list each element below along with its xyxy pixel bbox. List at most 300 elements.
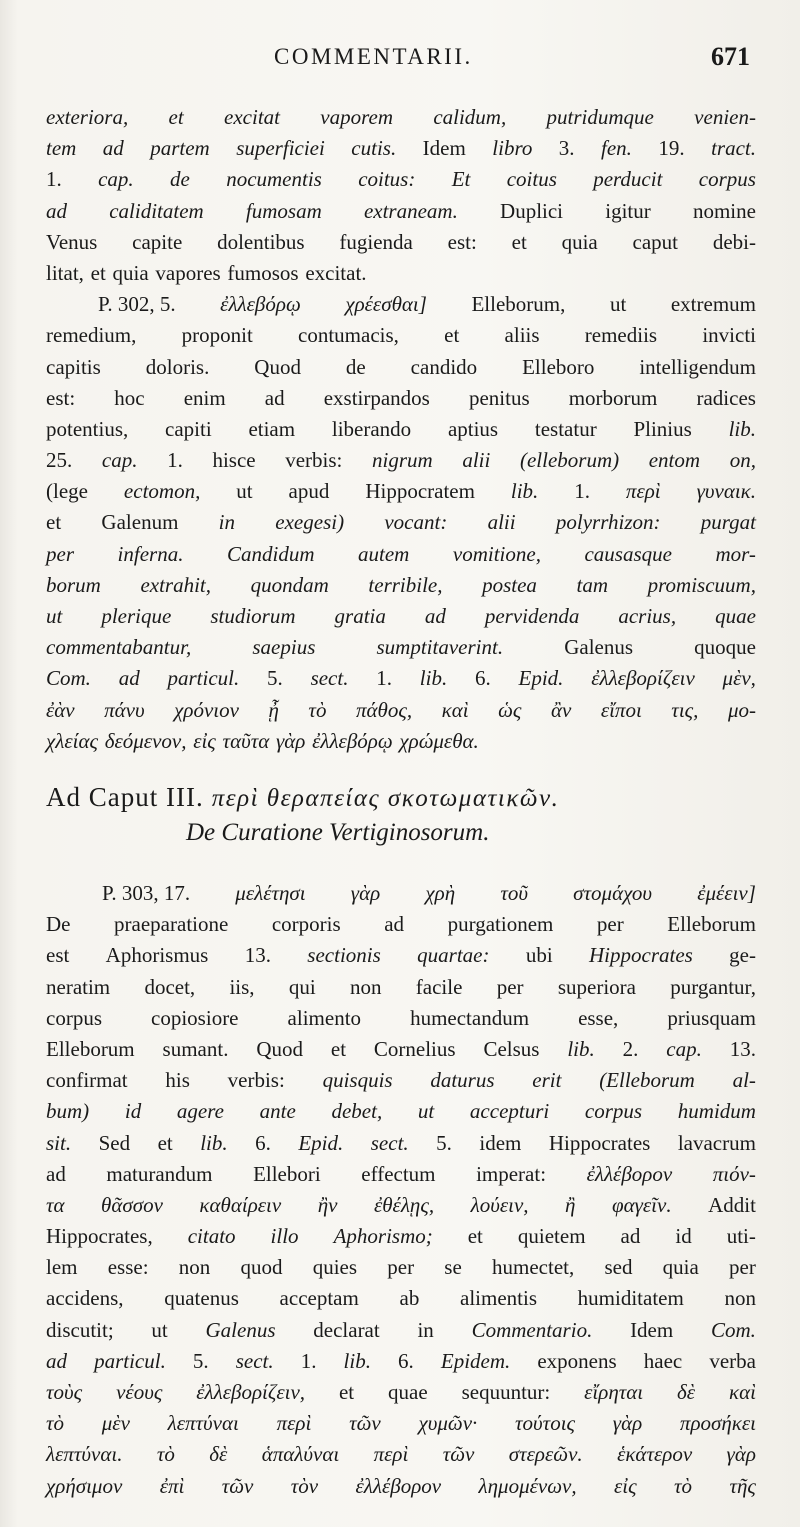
word: declarat: [313, 1317, 380, 1342]
word: sect.: [235, 1348, 274, 1373]
word: λημομένων,: [478, 1473, 577, 1498]
word: imperat:: [476, 1161, 547, 1186]
word: acceptam: [279, 1286, 359, 1311]
word: Hippocrates: [548, 1130, 651, 1155]
word: verbis:: [285, 448, 343, 473]
word: postea: [482, 572, 537, 597]
word: superiora: [557, 974, 636, 999]
word: καὶ: [441, 697, 469, 722]
word: Epidem.: [440, 1348, 511, 1373]
running-title: COMMENTARII.: [274, 44, 473, 69]
word: vapores: [155, 260, 221, 285]
word: ἂν: [550, 697, 572, 722]
word: non: [350, 974, 382, 999]
text-line: [46, 570, 756, 601]
word: praeparatione: [114, 912, 229, 937]
word: libro: [492, 136, 533, 161]
word: ut: [46, 604, 63, 628]
word: quia: [662, 1255, 699, 1280]
word: caput: [632, 229, 679, 254]
word: exteriora,: [46, 105, 129, 129]
word: quies: [312, 1255, 358, 1280]
word: ἁπαλύναι: [261, 1442, 340, 1467]
word: ἐλλεβορίζειν,: [196, 1380, 306, 1404]
word: quia: [561, 229, 598, 254]
word: καθαίρειν: [199, 1192, 282, 1217]
word: τῶν: [349, 1411, 381, 1436]
word: εἴποι: [600, 697, 642, 722]
text-line: [46, 1034, 756, 1065]
heading-line: [46, 780, 756, 814]
word: exponens: [537, 1348, 617, 1373]
word: ab: [399, 1286, 420, 1311]
word: fumosam: [245, 198, 322, 223]
text-line: [46, 1346, 756, 1377]
word: vaporem: [320, 105, 393, 129]
word: 1.: [300, 1348, 317, 1373]
word: borum: [46, 572, 101, 597]
word: εἴρηται: [584, 1380, 644, 1404]
word: et: [467, 1224, 483, 1249]
word: his: [165, 1068, 190, 1093]
word: ἐλλέβορον: [586, 1161, 673, 1186]
heading-subtitle: De Curatione Vertiginosorum.: [186, 819, 490, 846]
text-line: [46, 196, 756, 227]
word: qui: [288, 974, 316, 999]
word: vocant:: [384, 510, 448, 535]
word: al-: [732, 1068, 756, 1093]
word: 6.: [474, 666, 491, 691]
word: ἐμέειν]: [697, 881, 756, 905]
word: Candidum: [226, 541, 315, 566]
word: ἐλλεβορίζειν: [591, 666, 695, 691]
word: μελέτησι: [235, 881, 306, 905]
word: fugienda: [339, 229, 413, 254]
word: de: [345, 354, 366, 379]
text-section-b: [46, 878, 756, 1502]
word: maturandum: [106, 1161, 213, 1186]
word: id: [124, 1099, 142, 1124]
word: remedium,: [46, 323, 137, 348]
word: hoc: [114, 385, 145, 410]
word: sit.: [46, 1130, 72, 1155]
text-line: [46, 1471, 756, 1502]
word: coitus:: [358, 167, 416, 192]
text-line: [46, 102, 756, 133]
word: μὲν: [101, 1411, 130, 1436]
word: lib.: [728, 416, 756, 441]
word: sectionis: [307, 943, 381, 968]
word: περὶ: [373, 1442, 409, 1467]
word: tam: [576, 572, 609, 597]
word: corpus: [698, 167, 756, 192]
word: perducit: [593, 167, 663, 192]
word: exstirpandos: [323, 385, 430, 410]
word: Cornelius: [373, 1036, 456, 1061]
word: partem: [150, 136, 210, 161]
word: Hippocrates: [589, 943, 693, 968]
word: fen.: [601, 136, 632, 161]
word: λεπτύναι: [167, 1411, 239, 1436]
word: cap.: [666, 1036, 702, 1061]
word: acrius,: [618, 604, 677, 628]
word: uti-: [726, 1224, 756, 1249]
word: hisce: [212, 448, 256, 473]
text-line: [46, 601, 756, 632]
word: nocumentis: [226, 167, 322, 192]
word: ἑκάτερον: [617, 1442, 693, 1467]
word: candido: [410, 354, 478, 379]
word: et: [511, 229, 527, 254]
word: P. 302, 5.: [98, 292, 176, 317]
word: ἐλλέβορον: [355, 1473, 442, 1498]
word: confirmat: [46, 1068, 128, 1093]
word: et: [444, 323, 460, 348]
word: et: [330, 1036, 347, 1061]
word: saepius: [252, 635, 316, 660]
word: causasque: [584, 541, 672, 566]
word: capite: [132, 229, 183, 254]
text-line: [46, 909, 756, 940]
word: alimento: [287, 1005, 362, 1030]
word: Commentario.: [471, 1317, 593, 1342]
word: invicti: [702, 323, 756, 348]
word: 25.: [46, 448, 73, 473]
word: ad: [264, 385, 285, 410]
word: quia: [112, 260, 149, 285]
word: aptius: [447, 416, 499, 441]
word: ad: [620, 1224, 641, 1249]
word: χρήσιμον: [46, 1473, 123, 1498]
word: ge-: [729, 943, 756, 968]
word: haec: [643, 1348, 683, 1373]
word: ante: [259, 1099, 296, 1124]
word: studiorum: [210, 604, 296, 628]
word: humiditatem: [577, 1286, 684, 1311]
heading-greek-title: περὶ θεραπείας σκοτωματικῶν.: [211, 785, 560, 812]
word: Ellebori: [253, 1161, 321, 1186]
word: ὡς: [498, 697, 522, 722]
text-line: [46, 476, 756, 507]
word: ἐλλεβόρῳ: [220, 292, 301, 317]
text-line: [46, 972, 756, 1003]
word: et: [338, 1380, 355, 1404]
word: τῆς: [729, 1473, 756, 1498]
word: verbis:: [227, 1068, 285, 1093]
word: Hippocratem: [365, 479, 475, 504]
word: ad: [118, 666, 140, 691]
word: ad: [102, 136, 124, 161]
word: 13.: [244, 943, 271, 968]
word: testatur: [534, 416, 597, 441]
word: idem: [479, 1130, 522, 1155]
word: Galenus: [205, 1317, 276, 1342]
word: sumant.: [162, 1036, 229, 1061]
word: τὸ: [674, 1473, 693, 1498]
word: Elleborum,: [471, 292, 566, 317]
word: docet,: [144, 974, 196, 999]
word: πάνυ: [104, 697, 145, 722]
word: morborum: [568, 385, 658, 410]
word: capiti: [165, 416, 212, 441]
word: φαγεῖν.: [611, 1192, 672, 1217]
word: Galenum: [101, 510, 179, 535]
word: χρώμεθα.: [399, 728, 479, 753]
word: quod: [240, 1255, 283, 1280]
word: Duplici: [500, 198, 564, 223]
word: λούειν,: [470, 1192, 529, 1217]
text-line: [46, 1252, 756, 1283]
word: Hippocrates,: [46, 1224, 153, 1249]
word: fumosos: [227, 260, 299, 285]
word: τοὺς: [46, 1380, 83, 1404]
word: sed: [604, 1255, 633, 1280]
word: δὲ: [209, 1442, 228, 1467]
word: effectum: [361, 1161, 436, 1186]
word: particul.: [94, 1348, 166, 1373]
word: Quod: [254, 354, 301, 379]
word: δεόμενον,: [104, 728, 187, 753]
word: τις,: [671, 697, 699, 722]
text-line: [46, 227, 756, 258]
word: Elleborum: [667, 912, 756, 937]
word: copiosiore: [151, 1005, 239, 1030]
word: contumacis,: [298, 323, 399, 348]
word: χρὴ: [425, 881, 456, 905]
word: 3.: [558, 136, 575, 161]
word: εἰς: [193, 728, 216, 753]
word: mor-: [715, 541, 756, 566]
text-line: [46, 352, 756, 383]
word: etiam: [248, 416, 296, 441]
text-line: [46, 726, 756, 757]
word: περὶ: [625, 479, 661, 504]
word: ἢ: [565, 1192, 576, 1217]
word: ἐὰν: [46, 697, 75, 722]
word: 5.: [192, 1348, 209, 1373]
word: lib.: [200, 1130, 228, 1155]
word: γυναικ.: [696, 479, 756, 504]
word: quae: [715, 604, 756, 628]
word: 1.: [376, 666, 392, 691]
word: tem: [46, 136, 77, 161]
word: excitat: [224, 105, 280, 129]
word: particul.: [167, 666, 240, 691]
word: Celsus: [483, 1036, 540, 1061]
word: χλείας: [46, 728, 98, 753]
word: debi-: [712, 229, 756, 254]
word: est: [46, 943, 70, 968]
word: on,: [729, 448, 756, 473]
word: doloris.: [145, 354, 210, 379]
word: Com.: [46, 666, 91, 691]
text-line: [46, 289, 756, 320]
word: per: [596, 912, 624, 937]
word: purgantur,: [670, 974, 756, 999]
word: Et: [451, 167, 471, 192]
word: accepturi: [469, 1099, 550, 1124]
word: est:: [46, 385, 76, 410]
word: περὶ: [276, 1411, 312, 1436]
text-line: [46, 1096, 756, 1127]
word: γὰρ: [350, 881, 381, 905]
word: illo: [270, 1224, 299, 1249]
text-line: [46, 383, 756, 414]
text-line: [46, 1065, 756, 1096]
word: venien-: [694, 105, 756, 129]
word: Addit: [708, 1192, 756, 1217]
text-line: [46, 1408, 756, 1439]
word: dolentibus: [217, 229, 305, 254]
text-line: [46, 1003, 756, 1034]
word: ad: [46, 1348, 67, 1373]
word: quae: [388, 1380, 428, 1404]
word: ἐπὶ: [159, 1473, 185, 1498]
word: Epid.: [298, 1130, 344, 1155]
word: autem: [358, 541, 410, 566]
word: humectet,: [492, 1255, 575, 1280]
word: quisquis: [322, 1068, 393, 1093]
word: καὶ: [729, 1380, 756, 1404]
word: facile: [415, 974, 463, 999]
word: est:: [447, 229, 477, 254]
word: P. 303, 17.: [102, 881, 191, 905]
word: exegesi): [275, 510, 345, 535]
word: στερεῶν.: [508, 1442, 583, 1467]
word: sequuntur:: [461, 1380, 551, 1404]
word: 2.: [622, 1036, 639, 1061]
word: alii: [487, 510, 516, 535]
word: citato: [187, 1224, 236, 1249]
word: et: [157, 1130, 173, 1155]
word: 6.: [255, 1130, 271, 1155]
word: γὰρ: [275, 728, 306, 753]
word: ad: [46, 198, 67, 223]
word: purgat: [700, 510, 756, 535]
word: terribile,: [368, 572, 443, 597]
word: commentabantur,: [46, 635, 192, 660]
word: Galenus: [564, 635, 634, 660]
word: quietem: [517, 1224, 586, 1249]
word: esse:: [107, 1255, 149, 1280]
word: erit: [532, 1068, 562, 1093]
word: πιόν-: [712, 1161, 756, 1186]
word: Idem: [422, 136, 466, 161]
word: pervidenda: [484, 604, 580, 628]
text-line: [46, 445, 756, 476]
word: Quod: [256, 1036, 303, 1061]
word: per: [496, 974, 524, 999]
word: plerique: [101, 604, 172, 628]
text-line: [46, 1221, 756, 1252]
word: (Elleborum: [599, 1068, 695, 1093]
word: esse,: [578, 1005, 619, 1030]
word: capitis: [46, 354, 101, 379]
word: tract.: [711, 136, 756, 161]
text-line: [46, 1190, 756, 1221]
text-line: [46, 940, 756, 971]
word: daturus: [430, 1068, 495, 1093]
text-line: [46, 1377, 756, 1408]
word: sect.: [310, 666, 349, 691]
word: intelligendum: [639, 354, 756, 379]
word: ad: [46, 1161, 66, 1186]
text-line: [46, 663, 756, 694]
word: coitus: [506, 167, 557, 192]
word: id: [675, 1224, 692, 1249]
word: τούτοις: [515, 1411, 576, 1436]
word: λεπτύναι.: [46, 1442, 123, 1467]
word: γὰρ: [726, 1442, 756, 1467]
word: corpus: [584, 1099, 643, 1124]
word: quondam: [250, 572, 329, 597]
word: extrahit,: [140, 572, 212, 597]
word: remediis: [584, 323, 658, 348]
text-line: [46, 414, 756, 445]
word: τὸ: [46, 1411, 65, 1436]
word: δὲ: [677, 1380, 696, 1404]
word: aliis: [504, 323, 540, 348]
word: purgationem: [447, 912, 554, 937]
word: superficiei: [236, 136, 325, 161]
word: χρόνιον: [174, 697, 239, 722]
word: ut: [609, 292, 627, 317]
word: humidum: [677, 1099, 756, 1124]
word: Elleboro: [522, 354, 595, 379]
word: lem: [46, 1255, 78, 1280]
word: polyrrhizon:: [555, 510, 661, 535]
word: corporis: [271, 912, 341, 937]
word: ut: [151, 1317, 168, 1342]
word: et: [46, 510, 62, 535]
word: excitat.: [305, 260, 367, 285]
word: vomitione,: [452, 541, 541, 566]
text-line: [46, 1315, 756, 1346]
word: 1.: [167, 448, 183, 473]
word: quatenus: [164, 1286, 239, 1311]
word: cap.: [98, 167, 134, 192]
word: Com.: [710, 1317, 756, 1342]
word: lavacrum: [677, 1130, 756, 1155]
word: et: [168, 105, 184, 129]
word: promiscuum,: [647, 572, 756, 597]
word: per: [46, 541, 74, 566]
word: iis,: [229, 974, 255, 999]
word: per: [387, 1255, 415, 1280]
word: χρέεσθαι]: [345, 292, 427, 317]
word: ᾖ: [268, 697, 279, 722]
page-header: [46, 38, 756, 78]
chapter-heading: [46, 780, 756, 850]
word: ad: [384, 912, 405, 937]
word: ἢν: [317, 1192, 338, 1217]
word: θᾶσσον: [101, 1192, 163, 1217]
word: verba: [709, 1348, 756, 1373]
word: τὸ: [308, 697, 327, 722]
word: neratim: [46, 974, 111, 999]
text-line: [46, 1128, 756, 1159]
word: De: [46, 912, 71, 937]
word: extraneam.: [363, 198, 458, 223]
word: Sed: [98, 1130, 131, 1155]
word: γὰρ: [612, 1411, 643, 1436]
word: τα: [46, 1192, 65, 1217]
word: ad: [424, 604, 446, 628]
word: nomine: [692, 198, 756, 223]
text-line: [46, 632, 756, 663]
word: προσήκει: [679, 1411, 756, 1436]
word: accidens,: [46, 1286, 124, 1311]
